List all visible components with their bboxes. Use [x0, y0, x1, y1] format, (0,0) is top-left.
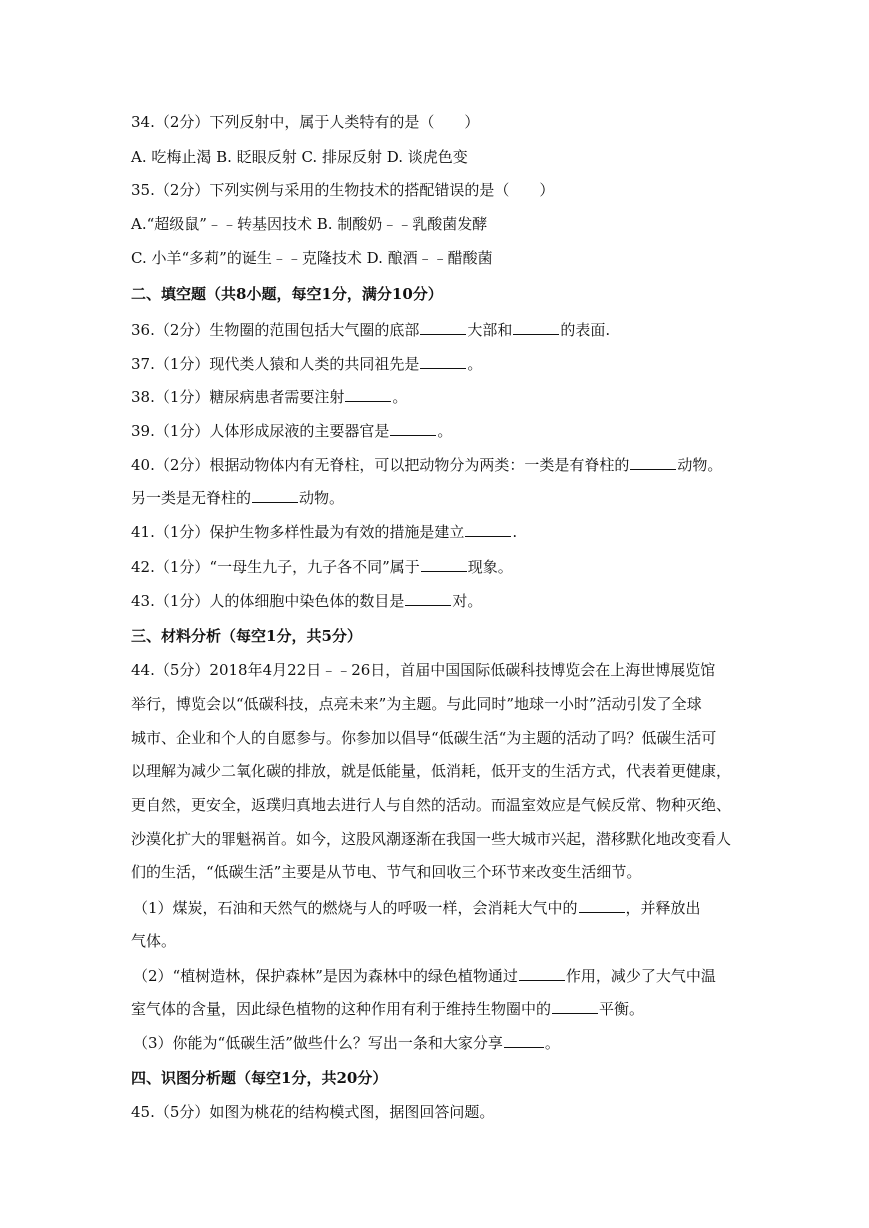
question-43-text-2: 对。: [452, 592, 483, 610]
question-37: [131, 354, 741, 374]
question-38-text-1: 38.（1分）糖尿病患者需要注射: [131, 388, 345, 406]
question-41-text-1: 41.（1分）保护生物多样性最为有效的措施是建立: [131, 523, 465, 541]
answer-blank[interactable]: [405, 591, 451, 606]
question-40-text-2: 动物。: [677, 456, 723, 474]
question-44-sub-1: [133, 898, 743, 918]
question-37-text-2: 。: [467, 355, 483, 373]
question-44-sub-1-text-2: ，并释放出: [625, 899, 701, 917]
question-42-text-2: 现象。: [467, 558, 513, 576]
question-35-options-ab: A.“超级鼠”﹣﹣转基因技术 B. 制酸奶﹣﹣乳酸菌发酵: [131, 215, 488, 233]
question-39-text-1: 39.（1分）人体形成尿液的主要器官是: [131, 422, 390, 440]
passage-line: 更自然，更安全，返璞归真地去进行人与自然的活动。而温室效应是气候反常、物种灭绝、: [131, 796, 732, 814]
passage-line: 44.（5分）2018年4月22日﹣﹣26日，首届中国国际低碳科技博览会在上海世博展览馆: [131, 661, 716, 679]
question-41: [131, 522, 741, 542]
question-42: [131, 557, 741, 577]
question-40-line-2: [131, 488, 741, 508]
question-38: [131, 387, 741, 407]
question-44-sub-2-text-3: 室气体的含量，因此绿色植物的这种作用有利于维持生物圈中的: [131, 1000, 552, 1018]
section-2-title: 二、填空题（共8小题，每空1分，满分10分）: [131, 285, 443, 303]
question-35-options-cd: C. 小羊“多莉”的诞生﹣﹣克隆技术 D. 酿酒﹣﹣醋酸菌: [131, 249, 493, 267]
question-44-sub-3-text-1: （3）你能为“低碳生活”做些什么？写出一条和大家分享: [133, 1034, 503, 1052]
question-43-text-1: 43.（1分）人的体细胞中染色体的数目是: [131, 592, 405, 610]
answer-blank[interactable]: [390, 421, 436, 436]
question-44-sub-3: [133, 1033, 743, 1053]
question-40-line-1: [131, 455, 741, 475]
answer-blank[interactable]: [519, 966, 565, 981]
question-44-sub-2: [133, 966, 743, 986]
question-40-text-4: 动物。: [299, 489, 345, 507]
question-40-text-3: 另一类是无脊柱的: [131, 489, 252, 507]
passage-line: 沙漠化扩大的罪魁祸首。如今，这股风潮逐渐在我国一些大城市兴起，潜移默化地改变看人: [131, 830, 732, 848]
answer-blank[interactable]: [552, 999, 598, 1014]
question-37-text-1: 37.（1分）现代类人猿和人类的共同祖先是: [131, 355, 420, 373]
question-44-sub-1-line-2: 气体。: [131, 932, 177, 950]
question-40-text-1: 40.（2分）根据动物体内有无脊柱，可以把动物分为两类：一类是有脊柱的: [131, 456, 630, 474]
question-44-sub-3-text-2: 。: [544, 1034, 560, 1052]
question-36-text-3: 的表面.: [560, 321, 611, 339]
answer-blank[interactable]: [465, 522, 511, 537]
question-44-sub-2-text-1: （2）“植树造林，保护森林”是因为森林中的绿色植物通过: [133, 967, 518, 985]
answer-blank[interactable]: [420, 320, 466, 335]
question-42-text-1: 42.（1分）“一母生九子，九子各不同”属于: [131, 558, 420, 576]
answer-blank[interactable]: [345, 387, 391, 402]
answer-blank[interactable]: [579, 898, 625, 913]
question-39: [131, 421, 741, 441]
passage-line: 以理解为减少二氧化碳的排放，就是低能量，低消耗，低开支的生活方式，代表着更健康，: [131, 762, 732, 780]
question-45-stem: 45.（5分）如图为桃花的结构模式图，据图回答问题。: [131, 1103, 495, 1121]
question-36-text-2: 大部和: [467, 321, 513, 339]
passage-line: 城市、企业和个人的自愿参与。你参加以倡导“低碳生活“为主题的活动了吗？低碳生活可: [131, 729, 717, 747]
answer-blank[interactable]: [504, 1033, 544, 1048]
question-35-stem: 35.（2分）下列实例与采用的生物技术的搭配错误的是（ ）: [131, 181, 555, 199]
answer-blank[interactable]: [630, 455, 676, 470]
question-36-text-1: 36.（2分）生物圈的范围包括大气圈的底部: [131, 321, 420, 339]
question-39-text-2: 。: [437, 422, 453, 440]
question-34-options: A. 吃梅止渴 B. 眨眼反射 C. 排尿反射 D. 谈虎色变: [131, 148, 468, 166]
answer-blank[interactable]: [421, 557, 467, 572]
answer-blank[interactable]: [420, 354, 466, 369]
answer-blank[interactable]: [513, 320, 559, 335]
question-44-sub-2-text-4: 平衡。: [599, 1000, 645, 1018]
question-41-text-2: .: [512, 523, 518, 541]
section-3-title: 三、材料分析（每空1分，共5分）: [131, 627, 362, 645]
question-38-text-2: 。: [392, 388, 408, 406]
passage-line: 们的生活，“低碳生活”主要是从节电、节气和回收三个环节来改变生活细节。: [131, 863, 642, 881]
question-44-sub-2-text-2: 作用，减少了大气中温: [565, 967, 716, 985]
section-4-title: 四、识图分析题（每空1分，共20分）: [131, 1069, 388, 1087]
passage-line: 举行，博览会以“低碳科技，点亮未来”为主题。与此同时”地球一小时”活动引发了全球: [131, 695, 702, 713]
answer-blank[interactable]: [252, 488, 298, 503]
question-44-sub-1-text-1: （1）煤炭，石油和天然气的燃烧与人的呼吸一样，会消耗大气中的: [133, 899, 578, 917]
question-44-sub-2-line-2: [131, 999, 741, 1019]
question-36: [131, 320, 741, 340]
question-34-stem: 34.（2分）下列反射中，属于人类特有的是（ ）: [131, 113, 480, 131]
question-43: [131, 591, 741, 611]
